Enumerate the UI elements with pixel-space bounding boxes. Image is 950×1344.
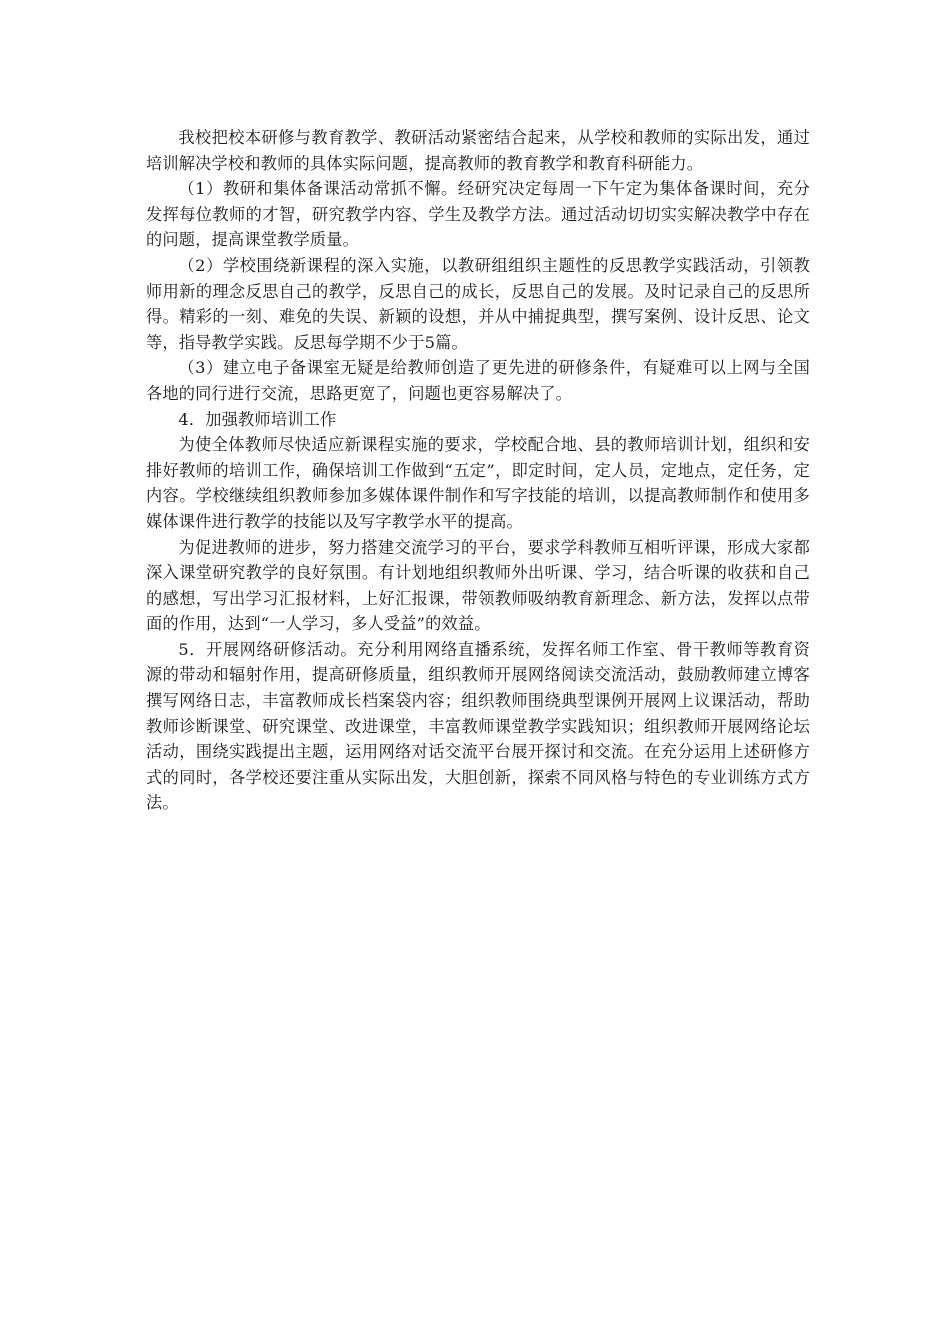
section-4-heading: 4．加强教师培训工作 (178, 409, 337, 429)
training-paragraph: 为使全体教师尽快适应新课程实施的要求，学校配合地、县的教师培训计划，组织和安排好教师的培训工作，确保培训工作做到“五定”，即定时间，定人员，定地点，定任务，定内容。学校继续组织教师参加多媒体课件制作和写字技能的培训，以提高教师制作和使用多媒体课件进行教学的技能以及写字教学水平的提高。 (146, 435, 810, 531)
intro-paragraph: 我校把校本研修与教育教学、教研活动紧密结合起来，从学校和教师的实际出发，通过培训解决学校和教师的具体实际问题，提高教师的教育教学和教育科研能力。 (146, 128, 810, 173)
section-5-paragraph: 5．开展网络研修活动。充分利用网络直播系统，发挥名师工作室、骨干教师等教育资源的带动和辐射作用，提高研修质量，组织教师开展网络阅读交流活动，鼓励教师建立博客撰写网络日志，丰富教师成长档案袋内容；组织教师围绕典型课例开展网上议课活动，帮助教师诊断课堂、研究课堂、改进课堂，丰富教师课堂教学实践知识；组织教师开展网络论坛活动，围绕实践提出主题，运用网络对话交流平台展开探讨和交流。在充分运用上述研修方式的同时，各学校还要注重从实际出发，大胆创新，探索不同风格与特色的专业训练方式方法。 (146, 639, 810, 813)
exchange-paragraph: 为促进教师的进步，努力搭建交流学习的平台，要求学科教师互相听评课，形成大家都深入课堂研究教学的良好氛围。有计划地组织教师外出听课、学习，结合听课的收获和自己的感想，写出学习汇报材料，上好汇报课，带领教师吸纳教育新理念、新方法，发挥以点带面的作用，达到“一人学习，多人受益”的效益。 (146, 537, 810, 634)
item-2-paragraph: （2）学校围绕新课程的深入实施，以教研组组织主题性的反思教学实践活动，引领教师用新的理念反思自己的教学，反思自己的成长，反思自己的发展。及时记录自己的反思所得。精彩的一刻、难免的失误、新颖的设想，并从中捕捉典型，撰写案例、设计反思、论文等，指导教学实践。反思每学期不少于5篇。 (146, 255, 810, 352)
item-1-paragraph: （1）教研和集体备课活动常抓不懈。经研究决定每周一下午定为集体备课时间，充分发挥每位教师的才智，研究教学内容、学生及教学方法。通过活动切切实实解决教学中存在的问题，提高课堂教学质量。 (146, 179, 810, 250)
item-3-paragraph: （3）建立电子备课室无疑是给教师创造了更先进的研修条件，有疑难可以上网与全国各地的同行进行交流，思路更宽了，问题也更容易解决了。 (146, 358, 810, 403)
document-page (146, 125, 810, 816)
